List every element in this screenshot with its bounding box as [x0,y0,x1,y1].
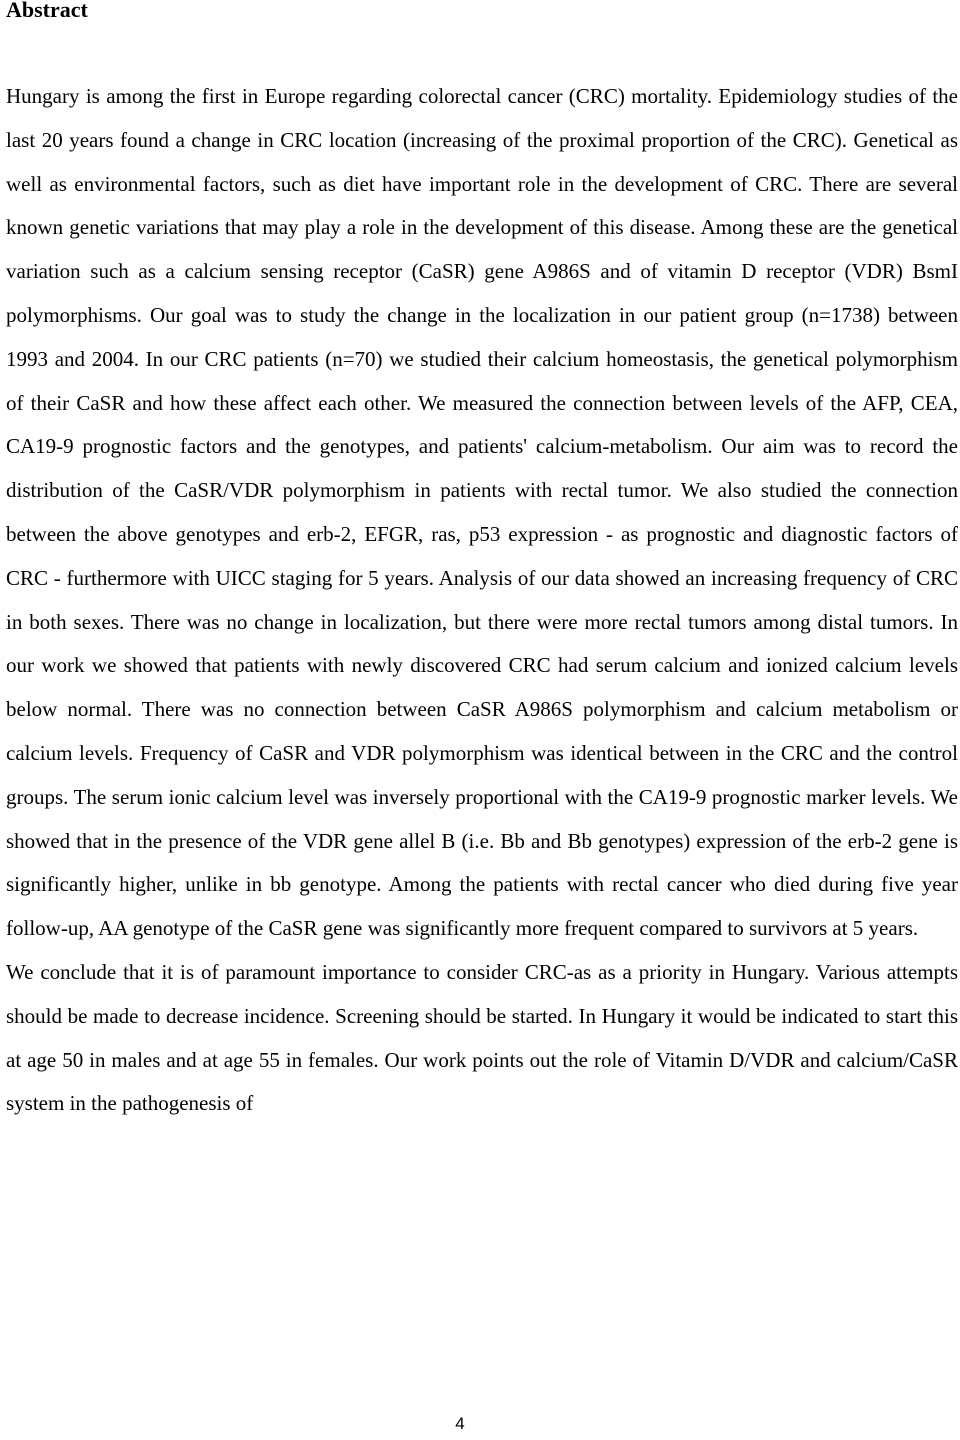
abstract-body [6,75,958,1126]
abstract-paragraph-2: We conclude that it is of paramount importance to consider CRC-as as a priority in Hungary. Various attempts should be made to decrease incidence. Screening should be started. In Hungary it would be indicated to start this at age 50 in males and at age 55 in females. Our work points out the role of Vitamin D/VDR and calcium/CaSR system in the pathogenesis of [6,959,958,1116]
page-number: 4 [455,1414,465,1433]
section-heading: Abstract [6,0,88,22]
abstract-paragraph-1: Hungary is among the first in Europe regarding colorectal cancer (CRC) mortality. Epidemiology studies of the last 20 years found a change in CRC location (increasing of the proximal proportion of the CRC). Genetical as well as environmental factors, such as diet have important role in the development of CRC. There are several known genetic variations that may play a role in the development of this disease. Among these are the genetical variation such as a calcium sensing receptor (CaSR) gene A986S and of vitamin D receptor (VDR) BsmI polymorphisms. Our goal was to study the change in the localization in our patient group (n=1738) between 1993 and 2004. In our CRC patients (n=70) we studied their calcium homeostasis, the genetical polymorphism of their CaSR and how these affect each other. We measured the connection between levels of the AFP, CEA, CA19-9 prognostic factors and the genotypes, and patients' calcium-metabolism. Our aim was to record the distribution of the CaSR/VDR polymorphism in patients with rectal tumor. We also studied the connection between the above genotypes and erb-2, EFGR, ras, p53 expression - as prognostic and diagnostic factors of CRC - furthermore with UICC staging for 5 years. Analysis of our data showed an increasing frequency of CRC in both sexes. There was no change in localization, but there were more rectal tumors among distal tumors. In our work we showed that patients with newly discovered CRC had serum calcium and ionized calcium levels below normal. There was no connection between CaSR A986S polymorphism and calcium metabolism or calcium levels. Frequency of CaSR and VDR polymorphism was identical between in the CRC and the control groups. The serum ionic calcium level was inversely proportional with the CA19-9 prognostic marker levels. We showed that in the presence of the VDR gene allel B (i.e. Bb and Bb genotypes) expression of the erb-2 gene is significantly higher, unlike in bb genotype. Among the patients with rectal cancer who died during five year follow-up, AA genotype of the CaSR gene was significantly more frequent compared to survivors at 5 years. [6,84,958,941]
